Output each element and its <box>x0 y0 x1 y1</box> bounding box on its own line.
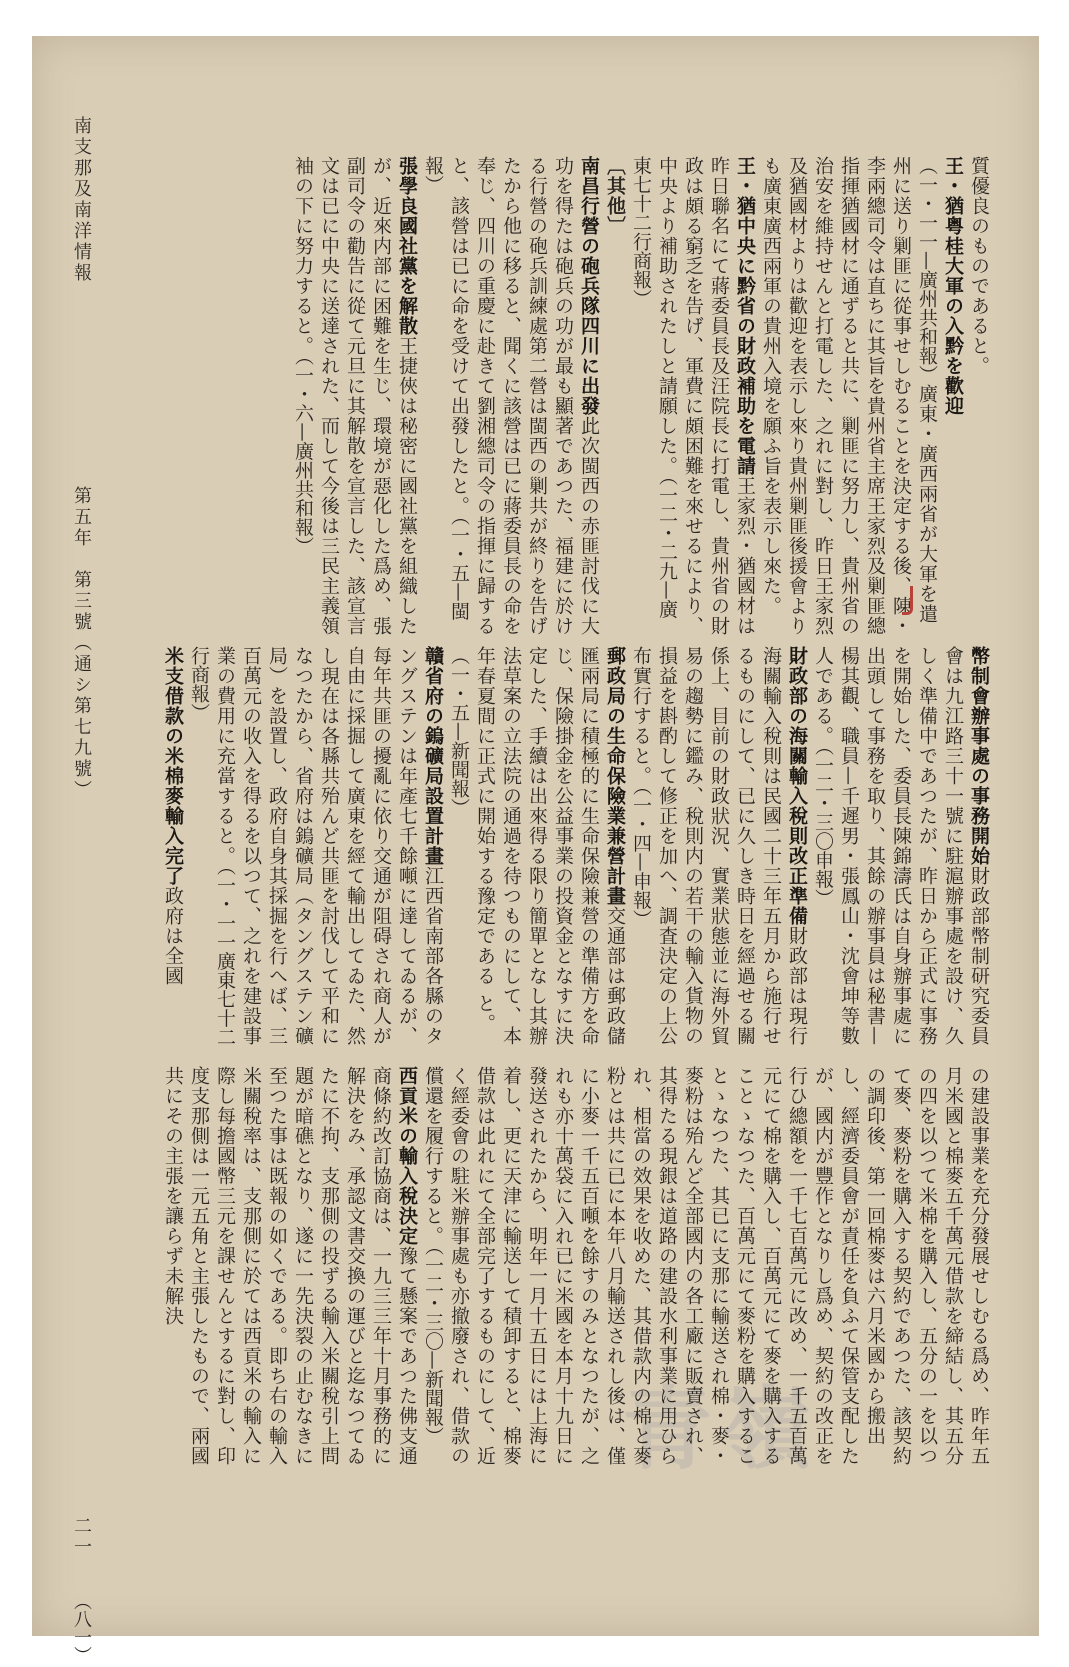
article-headline: 贛省府の鎢礦局設置計畫 <box>422 646 444 866</box>
article-source: （一・五—閩報） <box>422 156 470 621</box>
article-headline: 王・猶中央に黔省の財政補助を電請 <box>734 156 756 476</box>
article-body: 政府は全國 <box>162 886 184 986</box>
article-source: （一二・三〇申報） <box>812 746 834 908</box>
article-body: の建設事業を充分發展せしむる爲め、昨年五月米國と棉麥五千萬元借款を締結し、其五分の四を以つて米棉を購入し、五分の一を以つて麥、麥粉を購入する契約であつた、該契約の調印後、第一回棉麥は六月米國から搬出し、經濟委員會が責任を負ふて保管支配したが、國内が豐作となりし爲め、契約の改正を行ひ總額を一千七百萬元に改め、一千五百萬元にて棉を購入し、百萬元にて麥を購入することゝなつた、百萬元にて麥粉を購入することゝなつた、其已に支那に輸送され棉・麥・麥粉は殆んど全部國内の各工廠に販賣され、其得たる現銀は道路の建設水利事業に用ひられ、相當の效果を收めた、其借款内の棉と麥粉とは共に已に本年八月輸送されし後は、僅に小麥一千五百噸を餘すのみとなつたが、之れも亦十萬袋に入れ已に米國を本月十九日に發送されたから、明年一月十五日には上海に着し、更に天津に輸送して積卸すると、棉麥借款は此れにて全部完了するものにして、近く經委會の駐米辦事處も亦撤廢され、借款の償還を履行すると。 <box>422 1066 990 1466</box>
article-source: （一・六—廣州共和報） <box>292 356 314 556</box>
article-source: （一二・二九—廣東七十二行商報） <box>630 156 678 619</box>
lower-right-column <box>142 646 992 1056</box>
page-number: 二一 <box>71 1516 92 1558</box>
article-body: 財政部幣制研究委員會は九江路三十一號に駐滬辦事處を設け、久しく準備中であつたが、昨日から正式に事務を開始した、委員長陳錦濤氏は自身辦事處に出頭して事務を取り、其餘の辦事員は秘書—楊其觀、職員—千遲男・張鳳山・沈會坤等數人である。 <box>812 646 990 1046</box>
article-source: （一・一一—廣州共和報） <box>916 156 938 384</box>
upper-right-column <box>142 156 992 636</box>
footer-issue <box>68 486 94 906</box>
publication-title: 南支那及南洋情報 <box>71 116 92 284</box>
article-headline: 財政部の海關輸入稅則改正準備 <box>786 646 808 926</box>
footer-page-local <box>68 1516 94 1558</box>
article-body: 江西省南部各縣のタングステンは年產七千餘噸に達してゐるが、每年共匪の擾亂に依り交通が阻碍され商人が自由に採掘して廣東を經て輸出してゐた、然し現在は各縣共殆んど共匪を討伐して平和になつたから、省府は鎢礦局（タングステン礦局）を設置し、政府自身其採掘を行へば、三百萬元の收入を得るを以つて、之れを建設事業の費用に充當すると。 <box>214 646 444 1046</box>
lead-text: 質優良のものであると。 <box>968 156 990 376</box>
issue-number: 第五年 第三號（通シ第七九號） <box>71 486 92 801</box>
article-body: 交通部は郵政儲匯兩局に積極的に生命保險兼營の準備方を命じ、保險掛金を公益事業の投資金となすに決定した、手續は出來得る限り簡單となし其辦法草案の立法院の通過を待つものにして、本年春夏間に正式に開始する豫定である と。 <box>474 646 626 1046</box>
article-headline: 米支借款の米棉麥輸入完了 <box>162 646 184 886</box>
article-headline: 王・猶粤桂大軍の入黔を歡迎 <box>942 156 964 416</box>
document-page <box>32 36 1039 1664</box>
article-body: 廣東・廣西兩省が大軍を遣州に送り剿匪に從事せしむることを決定する後、陳・李兩總司令は直ちに其旨を貴州省主席王家烈及剿匪總指揮猶國材に通ずると共に、剿匪に努力し、貴州省の治安を維持せんと打電した、之れに對し、昨日王家烈及猶國材よりは歡迎を表示し來り貴州剿匪後援會よりも廣東廣西兩軍の貴州入境を願ふ旨を表示し來た。 <box>760 156 938 636</box>
section-label: 〔其他〕 <box>604 156 626 236</box>
article-body: 財政部は現行海關輸入稅則は民國二十三年五月から施行せるものにして、已に久しき時日を經過せる關係上、目前の財政狀況、實業狀態並に海外貿易の趨勢に鑑み、稅則内の若干の輸入貨物の損益を斟酌して修正を加へ、調査決定の上公布實行すると。 <box>630 646 808 1046</box>
article-body: 王家烈・猶國材は昨日聯名にて蔣委員長及汪院長に打電し、貴州省の財政は頗る窮乏を告げ、軍費に頗困難を來せるにより、中央より補助されたしと請願した。 <box>656 156 756 636</box>
article-headline: 郵政局の生命保險業兼營計畫 <box>604 646 626 906</box>
red-ink-mark <box>902 586 913 615</box>
article-headline: 張學良國社黨を解散 <box>396 156 418 336</box>
article-headline: 南昌行營の砲兵隊四川に出發 <box>578 156 600 416</box>
watermark-text: 青嶺 <box>622 1377 822 1482</box>
total-page-number: （八一） <box>71 1592 92 1664</box>
article-source: （一・一一廣東七十二行商報） <box>188 646 236 1047</box>
article-body: 此次閩西の赤匪討伐に大功を得たは砲兵の功が最も顯著であつた、福建に於ける行營の砲兵訓練處第二營は閩西の剿共が終りを告げたから他に移ると、聞くに該營は已に蔣委員長の命を奉じ、四川の重慶に赴きて劉湘總司令の指揮に歸すると、該營は已に命を受けて出發したと。 <box>448 156 600 636</box>
lower-left-column <box>142 1066 992 1476</box>
article-source: （一・四—申報） <box>630 786 652 929</box>
article-body: 豫て懸案であつた佛支通商條約改訂協商は、一九三三年十月事務的に解決をみ、承認文書交換の運びと迄なつてゐたに不拘、支那側の投ずる輸入米關稅引上問題が暗礁となり、遂に一先決裂の止むなきに至つた事は既報の如くである。即ち右の輸入米關稅率は、支那側に於ては西貢米の輸入に際し每擔國幣三元を課せんとするに對し、印度支那側は一元五角と主張したもので、兩國共にその主張を讓らず未解決 <box>162 1066 418 1466</box>
footer-page-total <box>68 1592 94 1664</box>
footer-publication <box>68 116 94 376</box>
article-source: （一・五—新聞報） <box>448 646 470 817</box>
article-headline: 幣制會辦事處の事務開始 <box>968 646 990 866</box>
article-body: 王捷俠は秘密に國社黨を組織したが、近來内部に困難を生じ、環境が惡化した爲め、張副司令の勸告に從て元旦に其解散を宣言した、該宣言文は已に中央に送達された、而して今後は三民主義領袖の下に努力すると。 <box>292 156 418 636</box>
article-source: （一二・三〇—新聞報） <box>422 1246 444 1446</box>
article-headline: 西貢米の輸入稅決定 <box>396 1066 418 1246</box>
